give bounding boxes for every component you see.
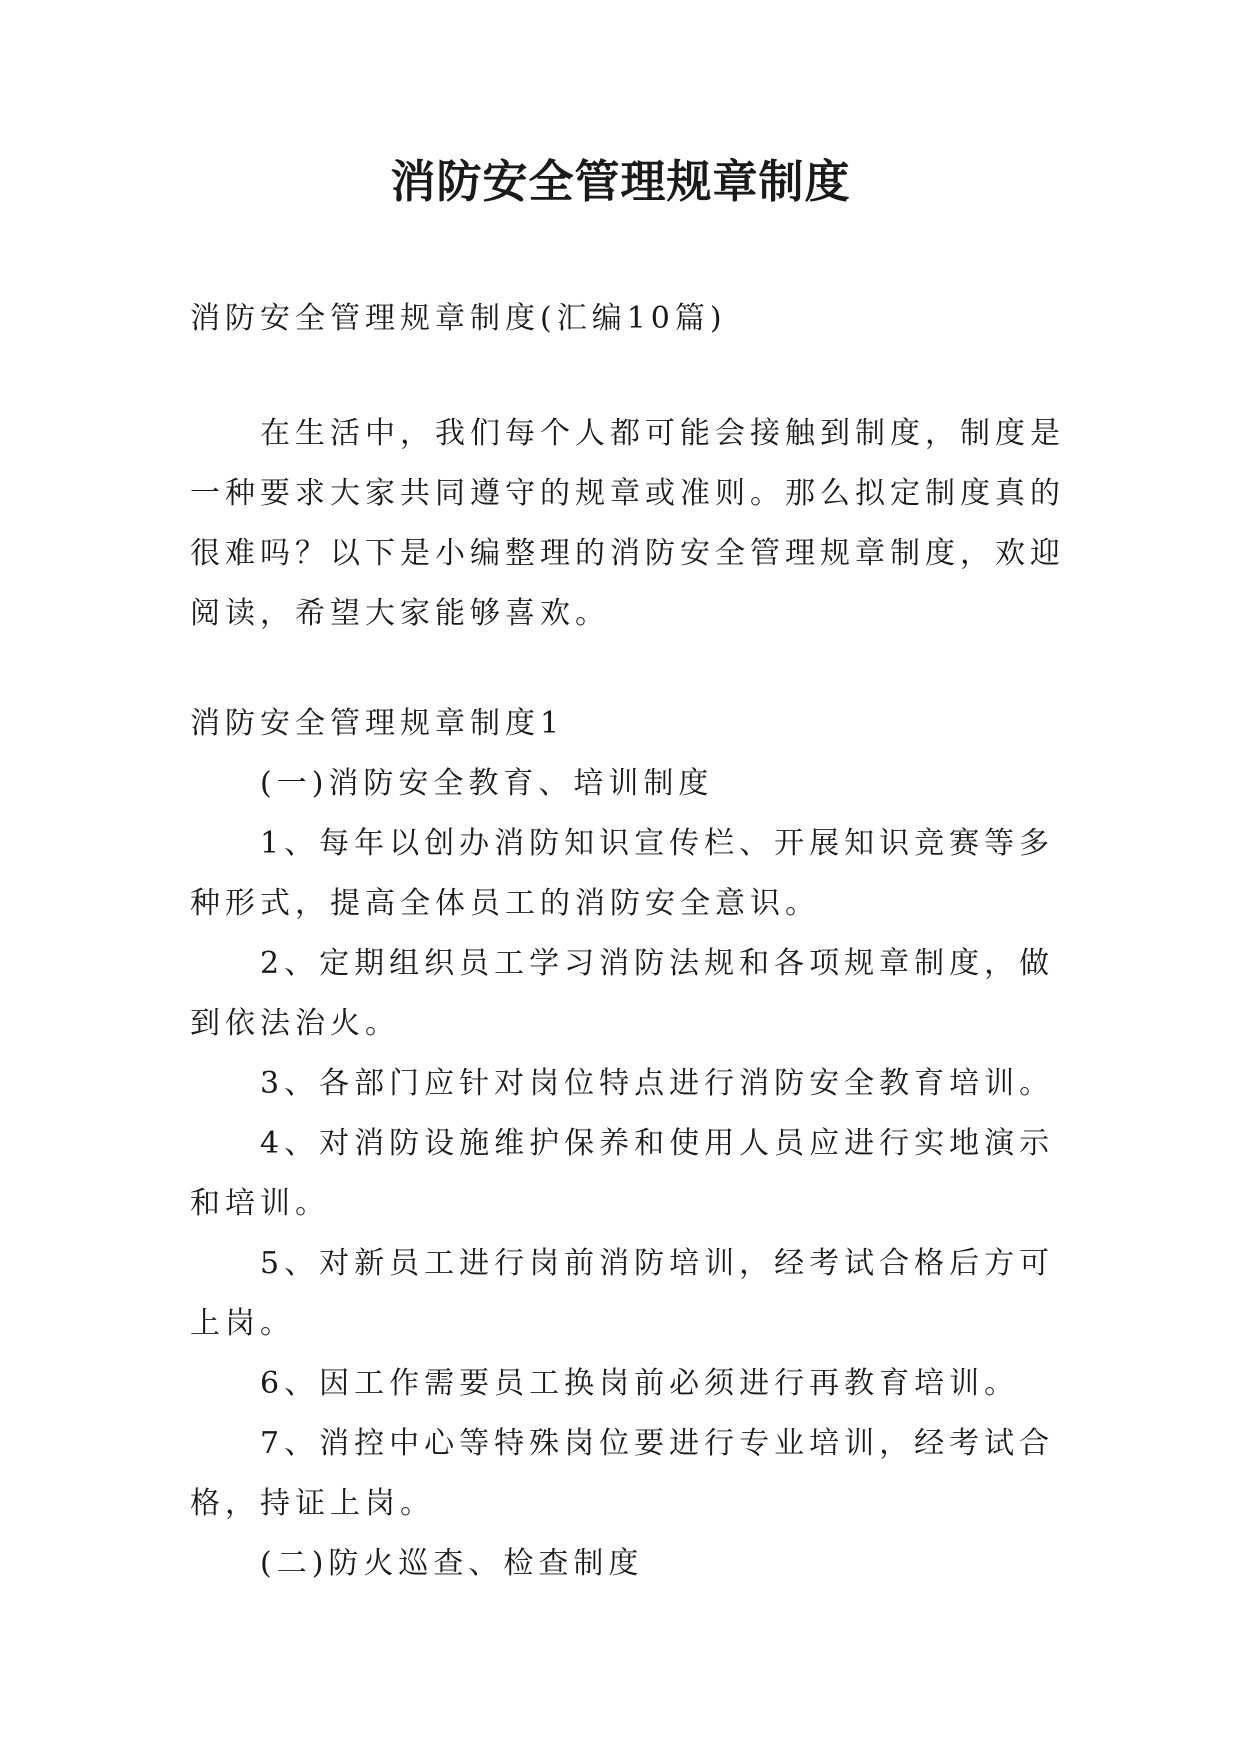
list-item: 5、对新员工进行岗前消防培训，经考试合格后方可上岗。 [190,1246,1055,1341]
list-item: 6、因工作需要员工换岗前必须进行再教育培训。 [260,1366,1020,1401]
intro-paragraph: 在生活中，我们每个人都可能会接触到制度，制度是一种要求大家共同遵守的规章或准则。那么拟定制度真的很难吗？以下是小编整理的消防安全管理规章制度，欢迎阅读，希望大家能够喜欢。 [190,416,1065,631]
subsection-heading: (一)消防安全教育、培训制度 [260,766,714,801]
list-item: 2、定期组织员工学习消防法规和各项规章制度，做到依法治火。 [190,946,1055,1041]
list-item: 4、对消防设施维护保养和使用人员应进行实地演示和培训。 [190,1126,1055,1221]
list-item: 7、消控中心等特殊岗位要进行专业培训，经考试合格，持证上岗。 [190,1426,1055,1521]
section-1 [190,694,1070,1594]
document-title: 消防安全管理规章制度 [390,155,851,208]
document-subtitle: 消防安全管理规章制度(汇编10篇) [190,301,727,336]
list-item: 1、每年以创办消防知识宣传栏、开展知识竞赛等多种形式，提高全体员工的消防安全意识。 [190,826,1055,921]
section-heading: 消防安全管理规章制度1 [190,706,565,741]
subsection-heading: (二)防火巡查、检查制度 [260,1546,644,1581]
list-item: 3、各部门应针对岗位特点进行消防安全教育培训。 [260,1066,1055,1101]
